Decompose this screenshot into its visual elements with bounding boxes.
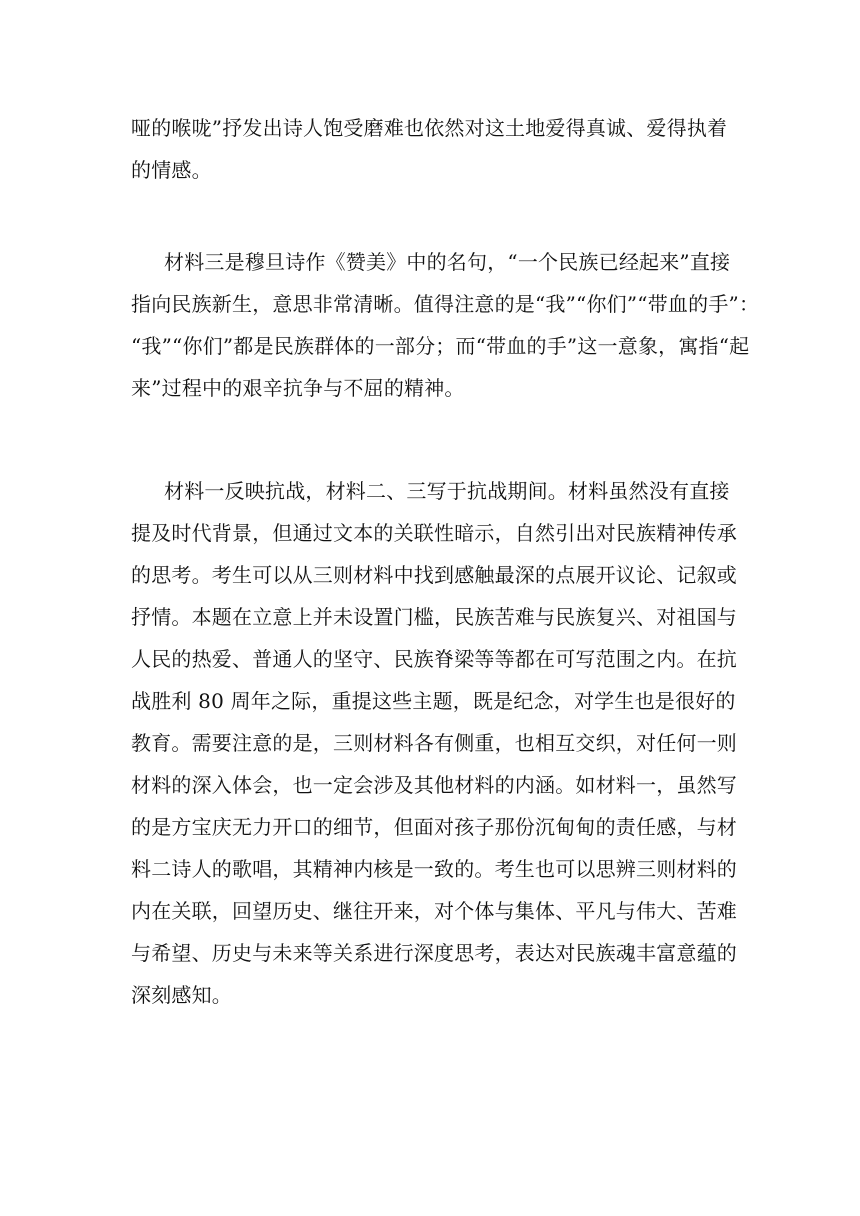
paragraph-overall-analysis bbox=[131, 470, 737, 1016]
text-line: 战胜利 80 周年之际，重提这些主题，既是纪念，对学生也是很好的 bbox=[131, 689, 736, 713]
text-line: 材料的深入体会，也一定会涉及其他材料的内涵。如材料一，虽然写 bbox=[131, 773, 737, 797]
text-line: 提及时代背景，但通过文本的关联性暗示，自然引出对民族精神传承 bbox=[131, 521, 737, 545]
text-line: 材料三是穆旦诗作《赞美》中的名句，“一个民族已经起来”直接 bbox=[164, 250, 731, 274]
text-line: 来”过程中的艰辛抗争与不屈的精神。 bbox=[131, 376, 465, 400]
text-line: 的是方宝庆无力开口的细节，但面对孩子那份沉甸甸的责任感，与材 bbox=[131, 815, 737, 839]
paragraph-continuation bbox=[131, 107, 731, 191]
text-line: 的思考。考生可以从三则材料中找到感触最深的点展开议论、记叙或 bbox=[131, 563, 737, 587]
text-line: 人民的热爱、普通人的坚守、民族脊梁等等都在可写范围之内。在抗 bbox=[131, 647, 737, 671]
text-line: 教育。需要注意的是，三则材料各有侧重，也相互交织，对任何一则 bbox=[131, 731, 737, 755]
text-line: 哑的喉咙”抒发出诗人饱受磨难也依然对这土地爱得真诚、爱得执着 bbox=[131, 116, 728, 140]
text-line: 指向民族新生，意思非常清晰。值得注意的是“我”“你们”“带血的手”： bbox=[131, 292, 760, 316]
text-line: 料二诗人的歌唱，其精神内核是一致的。考生也可以思辨三则材料的 bbox=[131, 857, 737, 881]
text-line: 的情感。 bbox=[131, 158, 212, 182]
text-line: 内在关联，回望历史、继往开来，对个体与集体、平凡与伟大、苦难 bbox=[131, 899, 737, 923]
text-line: “我”“你们”都是民族群体的一部分；而“带血的手”这一意象，寓指“起 bbox=[131, 334, 750, 358]
text-line: 深刻感知。 bbox=[131, 983, 232, 1007]
text-line: 与希望、历史与未来等关系进行深度思考，表达对民族魂丰富意蕴的 bbox=[131, 941, 737, 965]
text-line: 抒情。本题在立意上并未设置门槛，民族苦难与民族复兴、对祖国与 bbox=[131, 605, 737, 629]
paragraph-material-three bbox=[131, 241, 760, 409]
text-line: 材料一反映抗战，材料二、三写于抗战期间。材料虽然没有直接 bbox=[164, 479, 730, 503]
